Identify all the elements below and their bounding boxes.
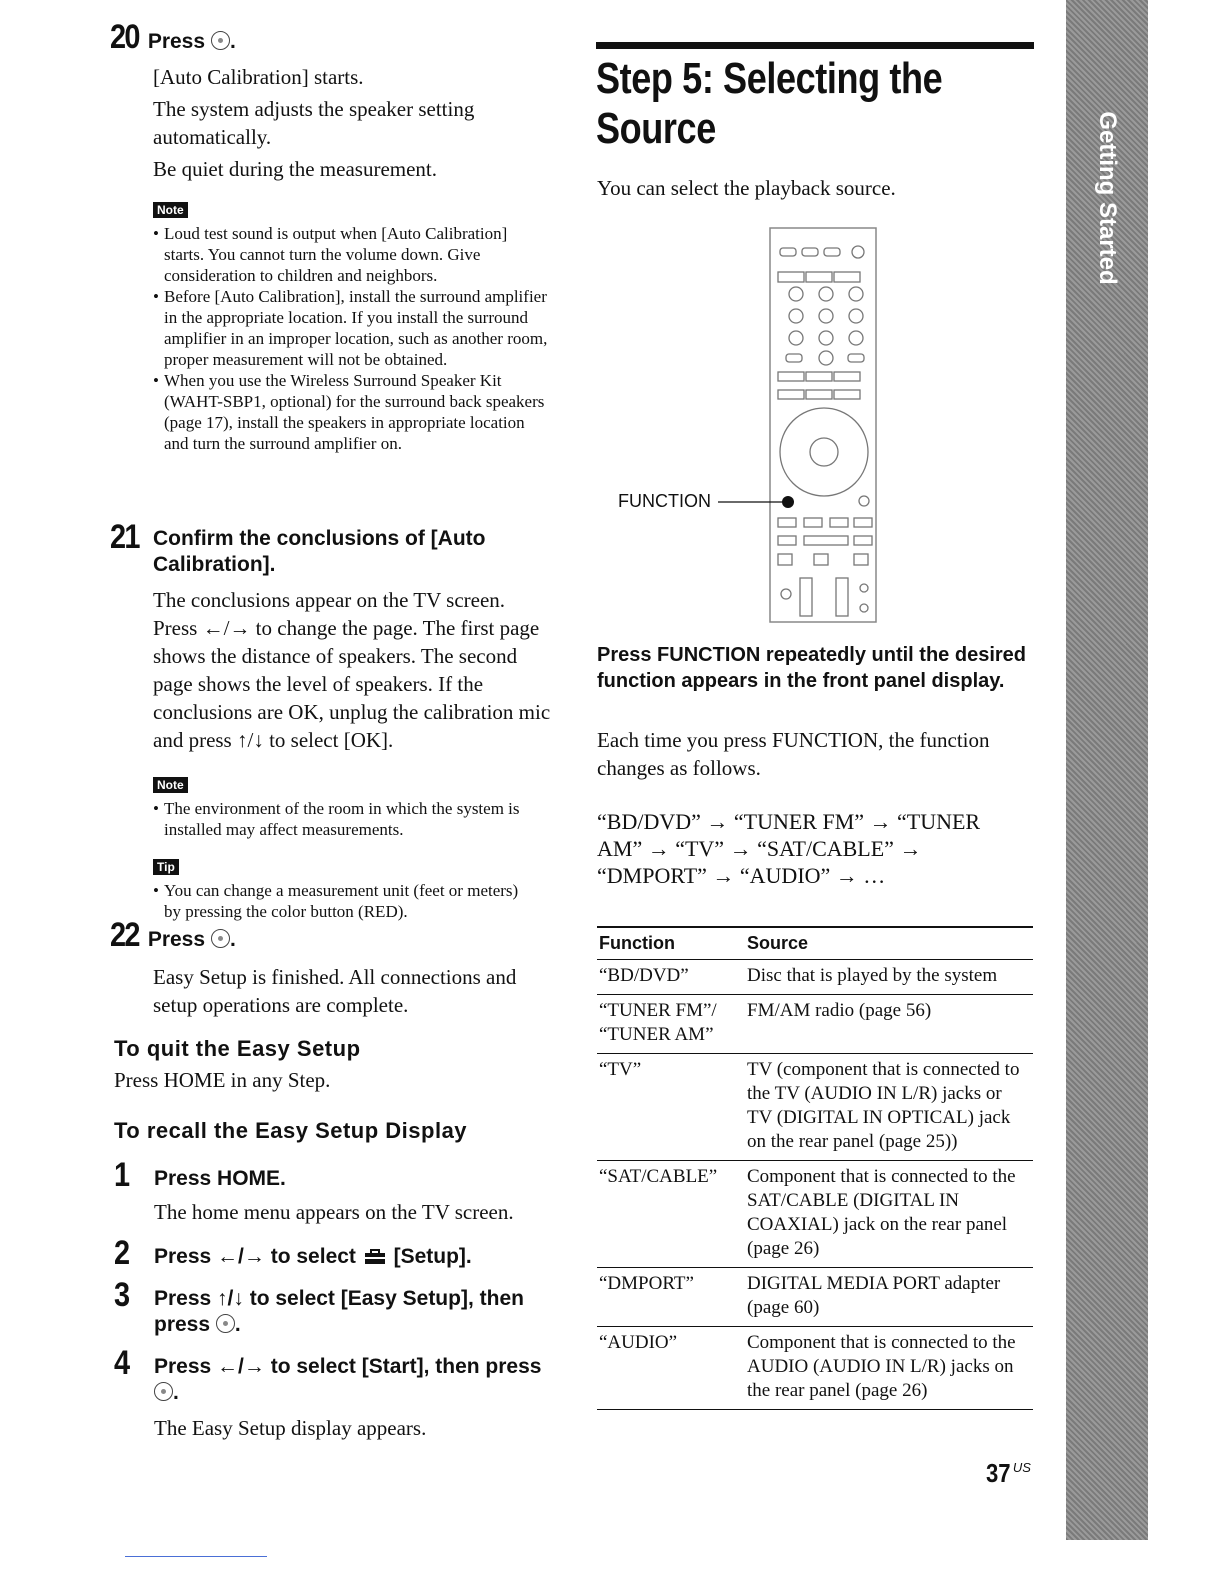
intro-text: You can select the playback source. [597,176,896,200]
page-title [596,54,1056,154]
page-number-suffix: US [1012,1460,1031,1475]
step-number: 20 [110,18,139,56]
step-title: Press HOME. [154,1167,286,1190]
recall-section [114,1118,564,1442]
note-list [153,223,548,454]
recall-step-2 [114,1236,564,1270]
step-number: 4 [114,1344,129,1382]
table-row [597,995,1033,1054]
note-item: • Loud test sound is output when [Auto Calibration] starts. You cannot turn the volume down. Give consideration to children and neighbors. [153,223,548,286]
instruction: Press FUNCTION repeatedly until the desired function appears in the front panel display. [597,644,1026,692]
tip-item: • You can change a measurement unit (feet or meters) by pressing the color button (RED). [153,880,533,922]
table-cell: “SAT/CABLE” [597,1161,745,1268]
table-cell: “BD/DVD” [597,960,745,995]
step-number: 1 [114,1156,129,1194]
section-body: Press HOME in any Step. [114,1068,331,1092]
step-number: 2 [114,1234,129,1272]
note-item: • Before [Auto Calibration], install the surround amplifier in the appropriate location. If you install the surround amplifier in an improper location, such as another room, proper measurement will not be obtained. [153,286,548,370]
note-item: • When you use the Wireless Surround Speaker Kit (WAHT-SBP1, optional) for the surround back speakers (page 17), install the speakers in appropriate location and turn the surround amplifier on. [153,370,548,454]
table-cell: “TUNER FM”/ “TUNER AM” [597,995,745,1054]
step-title: Press ↑/↓ to select [Easy Setup], then press [154,1287,524,1336]
remote-illustration [614,224,914,624]
table-row [597,1161,1033,1268]
note-item: • The environment of the room in which the system is installed may affect measurements. [153,798,533,840]
page-number [986,1458,1031,1489]
tip-badge: Tip [153,859,179,875]
function-sequence: “BD/DVD” → “TUNER FM” → “TUNER AM” → “TV” → “SAT/CABLE” → “DMPORT” → “AUDIO” → … [597,809,981,888]
remote-control-icon [614,224,914,624]
recall-step-4: 4 Press ←/→ to select [Start], then press . [114,1344,542,1404]
table-cell: “TV” [597,1054,745,1161]
table-cell: Component that is connected to the SAT/CABLE (DIGITAL IN COAXIAL) jack on the rear panel (page 26) [745,1161,1033,1268]
step-line: [Auto Calibration] starts. [153,65,364,89]
note-badge: Note [153,202,188,218]
table-cell: “AUDIO” [597,1327,745,1410]
enter-button-icon [211,929,230,948]
setup-toolbox-icon [364,1246,386,1262]
table-cell: Disc that is played by the system [745,960,1033,995]
step-21 [110,520,560,922]
step-line: Be quiet during the measurement. [153,157,438,181]
section-heading: To quit the Easy Setup [114,1036,361,1061]
table-cell: “DMPORT” [597,1268,745,1327]
step-line: The system adjusts the speaker setting automatically. [153,97,475,149]
table-header: Source [745,927,1033,960]
step-title: Press [147,30,206,53]
function-label: FUNCTION [618,491,711,511]
recall-step-3: 3 Press ↑/↓ to select [Easy Setup], then press . [114,1276,524,1336]
step-body: The home menu appears on the TV screen. [154,1200,514,1224]
footer-rule [125,1556,267,1557]
step-title: Press ←/→ to select [Start], then press [154,1355,542,1378]
title-rule [596,42,1034,49]
function-body: Each time you press FUNCTION, the function changes as follows. [597,728,990,780]
table-cell: TV (component that is connected to the TV (AUDIO IN L/R) jacks or TV (DIGITAL IN OPTICAL) jack on the rear panel (page 25)) [745,1054,1033,1161]
quit-section [114,1036,564,1094]
source-table-wrap [597,926,1033,1410]
step-22: 22 Press . Easy Setup is finished. All connections and setup operations are complete. [110,918,560,1019]
step-number: 21 [110,518,139,556]
table-row [597,1054,1033,1161]
page-number-value: 37 [986,1458,1011,1488]
step-title: Press [147,928,206,951]
table-cell: Component that is connected to the AUDIO (AUDIO IN L/R) jacks on the rear panel (page 26) [745,1327,1033,1410]
table-row [597,960,1033,995]
step-title: Press ←/→ to select [154,1245,356,1268]
table-row [597,1268,1033,1327]
recall-step-1 [114,1158,564,1192]
table-cell: FM/AM radio (page 56) [745,995,1033,1054]
title-line: Step 5: Selecting the [596,54,943,103]
table-header: Function [597,927,745,960]
step-20: 20 Press . [Auto Calibration] starts. The system adjusts the speaker setting automatically. Be quiet during the measurement. Note • Loud test sound is output when [Auto Calibration] starts. You cannot turn the volume down. Give consideration to children and neighbors. • Before [Auto Calibration], install the surround amplifier in the appropriate location. If you install the surround amplifier in an improper location, such as another room, proper measurement will not be obtained. • When you use the Wireless Surround Speaker Kit (WAHT-SBP1, optional) for the surround back speakers (page 17), install the speakers in appropriate location and turn the surround amplifier on. [110,20,560,454]
step-title-suffix: [Setup]. [393,1245,472,1268]
step-body: The conclusions appear on the TV screen. Press ←/→ to change the page. The first page shows the distance of speakers. The second page shows the level of speakers. If the conclusions are OK, unplug the calibration mic and press ↑/↓ to select [OK]. [153,588,551,752]
step-number: 3 [114,1276,129,1314]
step-number: 22 [110,916,139,954]
table-cell: DIGITAL MEDIA PORT adapter (page 60) [745,1268,1033,1327]
enter-button-icon [216,1314,235,1333]
section-heading: To recall the Easy Setup Display [114,1118,468,1143]
step-title: Confirm the conclusions of [Auto Calibration]. [153,527,486,576]
step-body: Easy Setup is finished. All connections and setup operations are complete. [153,965,517,1017]
source-table [597,926,1033,1410]
title-line: Source [596,104,716,153]
enter-button-icon [154,1382,173,1401]
table-row [597,1327,1033,1410]
enter-button-icon [211,31,230,50]
step-body: The Easy Setup display appears. [154,1416,427,1440]
note-badge: Note [153,777,188,793]
sidebar-label: Getting Started [1094,111,1121,285]
